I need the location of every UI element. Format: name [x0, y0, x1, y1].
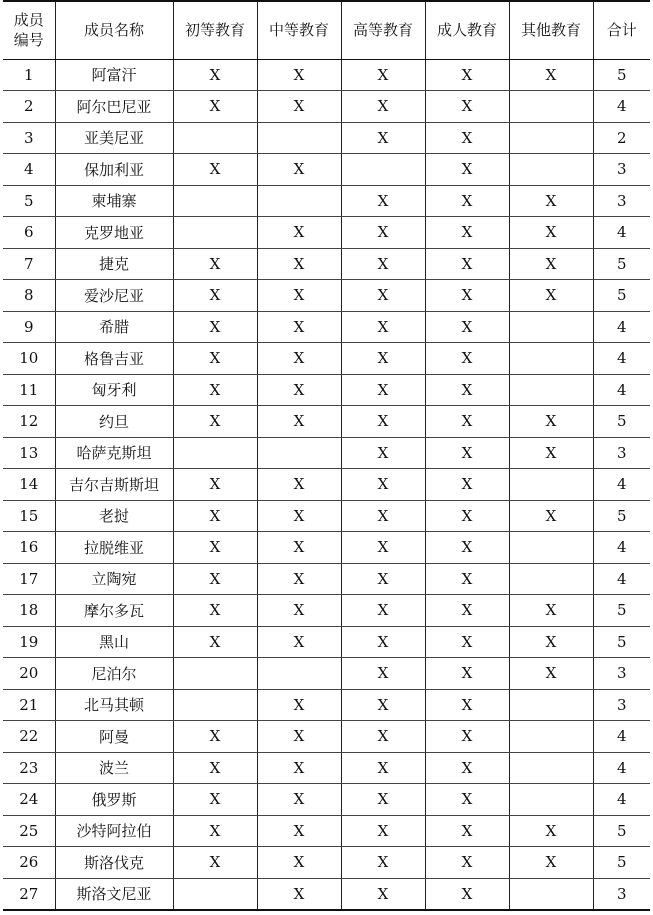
cell-member-number: 22	[3, 721, 55, 753]
cell-secondary: X	[257, 595, 341, 627]
cell-adult: X	[425, 343, 509, 375]
cell-higher: X	[341, 217, 425, 249]
table-row	[3, 595, 650, 627]
cell-total: 4	[593, 374, 650, 406]
cell-secondary: X	[257, 878, 341, 910]
cell-adult: X	[425, 469, 509, 501]
table-row	[3, 658, 650, 690]
header-total: 合计	[593, 1, 650, 59]
cell-other	[509, 721, 593, 753]
cell-member-name: 爱沙尼亚	[55, 280, 173, 312]
table-row	[3, 185, 650, 217]
cell-secondary: X	[257, 532, 341, 564]
table-row	[3, 59, 650, 91]
cell-secondary	[257, 122, 341, 154]
cell-higher: X	[341, 500, 425, 532]
cell-member-number: 8	[3, 280, 55, 312]
cell-secondary: X	[257, 469, 341, 501]
cell-secondary: X	[257, 374, 341, 406]
cell-higher: X	[341, 626, 425, 658]
cell-total: 5	[593, 626, 650, 658]
cell-primary: X	[173, 532, 257, 564]
cell-other	[509, 689, 593, 721]
cell-primary: X	[173, 815, 257, 847]
cell-member-number: 24	[3, 784, 55, 816]
table-row	[3, 752, 650, 784]
header-higher-education: 高等教育	[341, 1, 425, 59]
cell-member-name: 斯洛文尼亚	[55, 878, 173, 910]
cell-total: 4	[593, 91, 650, 123]
cell-secondary: X	[257, 91, 341, 123]
cell-total: 3	[593, 689, 650, 721]
cell-total: 5	[593, 406, 650, 438]
cell-member-name: 斯洛伐克	[55, 847, 173, 879]
cell-member-name: 吉尔吉斯斯坦	[55, 469, 173, 501]
cell-primary: X	[173, 847, 257, 879]
cell-member-number: 23	[3, 752, 55, 784]
cell-higher: X	[341, 784, 425, 816]
cell-member-name: 立陶宛	[55, 563, 173, 595]
cell-secondary: X	[257, 563, 341, 595]
header-member-number	[3, 1, 55, 59]
cell-higher: X	[341, 406, 425, 438]
cell-primary: X	[173, 563, 257, 595]
cell-member-number: 2	[3, 91, 55, 123]
cell-member-number: 17	[3, 563, 55, 595]
cell-adult: X	[425, 847, 509, 879]
cell-total: 4	[593, 752, 650, 784]
cell-member-number: 7	[3, 248, 55, 280]
cell-other	[509, 311, 593, 343]
cell-member-name: 格鲁吉亚	[55, 343, 173, 375]
table-row	[3, 248, 650, 280]
cell-adult: X	[425, 626, 509, 658]
cell-adult: X	[425, 437, 509, 469]
cell-secondary: X	[257, 689, 341, 721]
cell-higher: X	[341, 437, 425, 469]
cell-member-number: 3	[3, 122, 55, 154]
cell-other	[509, 784, 593, 816]
cell-other: X	[509, 847, 593, 879]
table-row	[3, 374, 650, 406]
cell-other	[509, 469, 593, 501]
cell-member-name: 匈牙利	[55, 374, 173, 406]
cell-total: 5	[593, 500, 650, 532]
header-other-education: 其他教育	[509, 1, 593, 59]
table-row	[3, 280, 650, 312]
table-row	[3, 217, 650, 249]
cell-other: X	[509, 815, 593, 847]
cell-member-name: 北马其顿	[55, 689, 173, 721]
cell-primary: X	[173, 374, 257, 406]
cell-secondary	[257, 185, 341, 217]
cell-other	[509, 91, 593, 123]
cell-higher: X	[341, 878, 425, 910]
cell-higher: X	[341, 248, 425, 280]
cell-member-name: 尼泊尔	[55, 658, 173, 690]
cell-secondary	[257, 437, 341, 469]
cell-adult: X	[425, 878, 509, 910]
cell-member-number: 6	[3, 217, 55, 249]
cell-adult: X	[425, 752, 509, 784]
cell-member-number: 25	[3, 815, 55, 847]
cell-member-name: 沙特阿拉伯	[55, 815, 173, 847]
cell-primary: X	[173, 469, 257, 501]
cell-total: 4	[593, 311, 650, 343]
cell-member-number: 13	[3, 437, 55, 469]
cell-total: 4	[593, 721, 650, 753]
cell-total: 3	[593, 185, 650, 217]
cell-total: 4	[593, 343, 650, 375]
cell-other	[509, 343, 593, 375]
cell-member-name: 黑山	[55, 626, 173, 658]
cell-higher: X	[341, 91, 425, 123]
cell-higher: X	[341, 689, 425, 721]
cell-member-name: 哈萨克斯坦	[55, 437, 173, 469]
cell-primary: X	[173, 154, 257, 186]
cell-adult: X	[425, 721, 509, 753]
cell-member-number: 10	[3, 343, 55, 375]
cell-member-name: 亚美尼亚	[55, 122, 173, 154]
cell-secondary: X	[257, 721, 341, 753]
cell-higher: X	[341, 815, 425, 847]
table-row	[3, 469, 650, 501]
cell-primary	[173, 689, 257, 721]
cell-member-number: 19	[3, 626, 55, 658]
cell-secondary: X	[257, 343, 341, 375]
header-row	[3, 1, 650, 59]
cell-member-number: 15	[3, 500, 55, 532]
cell-primary: X	[173, 626, 257, 658]
cell-other	[509, 563, 593, 595]
cell-other: X	[509, 248, 593, 280]
cell-primary: X	[173, 343, 257, 375]
cell-adult: X	[425, 784, 509, 816]
cell-primary	[173, 122, 257, 154]
cell-other: X	[509, 217, 593, 249]
education-table-container	[3, 0, 650, 911]
cell-primary	[173, 185, 257, 217]
header-member-number-label: 成员编号	[13, 11, 44, 50]
cell-member-name: 阿尔巴尼亚	[55, 91, 173, 123]
table-row	[3, 721, 650, 753]
cell-member-name: 克罗地亚	[55, 217, 173, 249]
cell-total: 4	[593, 563, 650, 595]
header-primary-education: 初等教育	[173, 1, 257, 59]
cell-member-number: 18	[3, 595, 55, 627]
cell-other: X	[509, 406, 593, 438]
cell-secondary: X	[257, 406, 341, 438]
cell-adult: X	[425, 658, 509, 690]
cell-adult: X	[425, 248, 509, 280]
cell-adult: X	[425, 185, 509, 217]
cell-higher: X	[341, 469, 425, 501]
cell-member-number: 16	[3, 532, 55, 564]
table-row	[3, 815, 650, 847]
cell-member-name: 波兰	[55, 752, 173, 784]
table-row	[3, 689, 650, 721]
cell-higher: X	[341, 532, 425, 564]
cell-total: 4	[593, 469, 650, 501]
cell-adult: X	[425, 689, 509, 721]
cell-adult: X	[425, 311, 509, 343]
cell-primary: X	[173, 721, 257, 753]
cell-other: X	[509, 59, 593, 91]
cell-higher: X	[341, 59, 425, 91]
cell-secondary: X	[257, 626, 341, 658]
cell-secondary: X	[257, 752, 341, 784]
cell-member-number: 9	[3, 311, 55, 343]
cell-member-number: 26	[3, 847, 55, 879]
cell-adult: X	[425, 406, 509, 438]
cell-higher	[341, 154, 425, 186]
cell-total: 5	[593, 815, 650, 847]
table-row	[3, 406, 650, 438]
cell-member-number: 21	[3, 689, 55, 721]
header-adult-education: 成人教育	[425, 1, 509, 59]
cell-primary	[173, 878, 257, 910]
cell-member-name: 希腊	[55, 311, 173, 343]
cell-adult: X	[425, 217, 509, 249]
cell-total: 5	[593, 595, 650, 627]
table-row	[3, 122, 650, 154]
cell-other: X	[509, 280, 593, 312]
cell-secondary: X	[257, 248, 341, 280]
table-row	[3, 500, 650, 532]
cell-secondary: X	[257, 154, 341, 186]
cell-total: 3	[593, 878, 650, 910]
cell-member-number: 4	[3, 154, 55, 186]
table-row	[3, 784, 650, 816]
table-row	[3, 154, 650, 186]
cell-primary: X	[173, 406, 257, 438]
cell-member-name: 阿曼	[55, 721, 173, 753]
cell-primary	[173, 217, 257, 249]
cell-other	[509, 878, 593, 910]
cell-secondary: X	[257, 815, 341, 847]
cell-adult: X	[425, 154, 509, 186]
cell-other: X	[509, 437, 593, 469]
cell-higher: X	[341, 847, 425, 879]
cell-higher: X	[341, 374, 425, 406]
cell-other	[509, 122, 593, 154]
cell-total: 5	[593, 847, 650, 879]
cell-member-name: 拉脱维亚	[55, 532, 173, 564]
cell-member-name: 捷克	[55, 248, 173, 280]
table-row	[3, 91, 650, 123]
cell-adult: X	[425, 374, 509, 406]
cell-higher: X	[341, 658, 425, 690]
table-row	[3, 847, 650, 879]
cell-member-name: 摩尔多瓦	[55, 595, 173, 627]
cell-higher: X	[341, 563, 425, 595]
cell-primary: X	[173, 91, 257, 123]
table-header	[3, 1, 650, 59]
cell-adult: X	[425, 91, 509, 123]
cell-adult: X	[425, 59, 509, 91]
cell-higher: X	[341, 595, 425, 627]
cell-adult: X	[425, 595, 509, 627]
cell-adult: X	[425, 815, 509, 847]
cell-total: 3	[593, 154, 650, 186]
cell-adult: X	[425, 563, 509, 595]
cell-member-number: 12	[3, 406, 55, 438]
cell-higher: X	[341, 343, 425, 375]
table-row	[3, 437, 650, 469]
cell-higher: X	[341, 122, 425, 154]
cell-higher: X	[341, 752, 425, 784]
cell-primary	[173, 658, 257, 690]
cell-member-name: 阿富汗	[55, 59, 173, 91]
cell-member-number: 1	[3, 59, 55, 91]
cell-member-name: 老挝	[55, 500, 173, 532]
cell-member-name: 柬埔寨	[55, 185, 173, 217]
cell-higher: X	[341, 185, 425, 217]
cell-other	[509, 752, 593, 784]
table-row	[3, 311, 650, 343]
cell-secondary: X	[257, 500, 341, 532]
cell-member-number: 5	[3, 185, 55, 217]
cell-secondary: X	[257, 847, 341, 879]
education-members-table	[3, 0, 650, 911]
cell-higher: X	[341, 721, 425, 753]
cell-other: X	[509, 595, 593, 627]
cell-secondary: X	[257, 280, 341, 312]
cell-total: 3	[593, 658, 650, 690]
cell-total: 4	[593, 532, 650, 564]
cell-member-name: 约旦	[55, 406, 173, 438]
cell-adult: X	[425, 280, 509, 312]
cell-secondary: X	[257, 784, 341, 816]
cell-secondary: X	[257, 311, 341, 343]
cell-other: X	[509, 626, 593, 658]
table-body	[3, 59, 650, 910]
cell-primary: X	[173, 784, 257, 816]
table-row	[3, 626, 650, 658]
cell-total: 5	[593, 59, 650, 91]
cell-adult: X	[425, 532, 509, 564]
cell-other: X	[509, 185, 593, 217]
cell-higher: X	[341, 311, 425, 343]
cell-primary: X	[173, 752, 257, 784]
cell-total: 4	[593, 217, 650, 249]
cell-secondary: X	[257, 217, 341, 249]
cell-adult: X	[425, 500, 509, 532]
cell-primary: X	[173, 280, 257, 312]
cell-other	[509, 374, 593, 406]
cell-total: 4	[593, 784, 650, 816]
table-row	[3, 563, 650, 595]
cell-total: 5	[593, 280, 650, 312]
cell-primary: X	[173, 500, 257, 532]
cell-total: 2	[593, 122, 650, 154]
cell-member-number: 11	[3, 374, 55, 406]
table-row	[3, 532, 650, 564]
cell-other	[509, 532, 593, 564]
cell-member-number: 27	[3, 878, 55, 910]
cell-primary: X	[173, 59, 257, 91]
cell-adult: X	[425, 122, 509, 154]
header-secondary-education: 中等教育	[257, 1, 341, 59]
cell-total: 3	[593, 437, 650, 469]
cell-secondary	[257, 658, 341, 690]
cell-total: 5	[593, 248, 650, 280]
table-row	[3, 343, 650, 375]
cell-primary: X	[173, 311, 257, 343]
cell-member-number: 14	[3, 469, 55, 501]
cell-primary: X	[173, 248, 257, 280]
cell-primary	[173, 437, 257, 469]
cell-higher: X	[341, 280, 425, 312]
cell-member-name: 保加利亚	[55, 154, 173, 186]
cell-other: X	[509, 658, 593, 690]
header-member-name: 成员名称	[55, 1, 173, 59]
cell-member-name: 俄罗斯	[55, 784, 173, 816]
cell-other	[509, 154, 593, 186]
cell-secondary: X	[257, 59, 341, 91]
table-row	[3, 878, 650, 910]
cell-primary: X	[173, 595, 257, 627]
cell-other: X	[509, 500, 593, 532]
cell-member-number: 20	[3, 658, 55, 690]
